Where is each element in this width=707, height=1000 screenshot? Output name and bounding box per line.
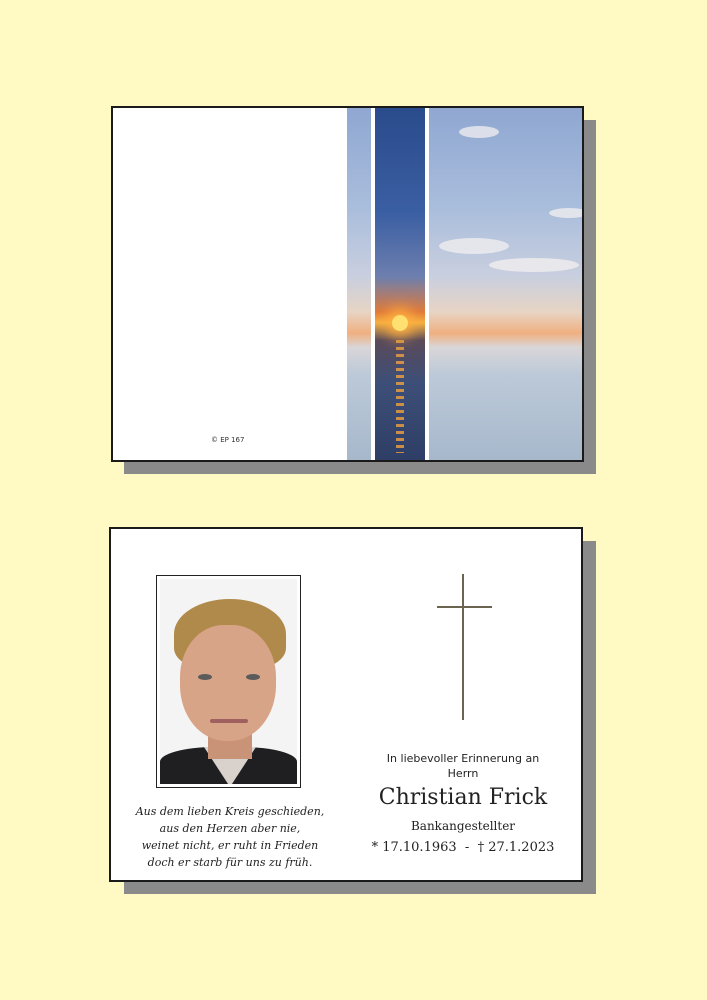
- sun-icon: [392, 315, 408, 331]
- portrait-photo: [160, 579, 297, 784]
- sun-reflection: [396, 340, 404, 453]
- copyright-text: © EP 167: [211, 436, 245, 444]
- sea-strip-left: [347, 108, 371, 460]
- front-card: [111, 106, 584, 462]
- sea-strip-right: [429, 108, 582, 460]
- memory-title: Herrn: [447, 767, 479, 780]
- memory-heading: [363, 751, 563, 781]
- portrait-frame: [156, 575, 301, 788]
- died-symbol: †: [477, 840, 485, 855]
- memory-line: In liebevoller Erinnerung an: [386, 752, 540, 765]
- verse-line: aus den Herzen aber nie,: [159, 822, 301, 835]
- back-card: [109, 527, 583, 882]
- sunset-strip-center: [375, 108, 425, 460]
- born-date: 17.10.1963: [382, 840, 457, 855]
- born-symbol: *: [371, 840, 379, 855]
- verse-text: [126, 803, 334, 871]
- verse-line: Aus dem lieben Kreis geschieden,: [135, 805, 325, 818]
- died-date: 27.1.2023: [488, 840, 555, 855]
- profession: Bankangestellter: [410, 819, 516, 833]
- date-separator: -: [464, 840, 470, 855]
- deceased-name: Christian Frick: [378, 785, 548, 810]
- verse-line: weinet nicht, er ruht in Frieden: [141, 839, 319, 852]
- life-dates: [358, 840, 568, 855]
- verse-line: doch er starb für uns zu früh.: [147, 856, 313, 869]
